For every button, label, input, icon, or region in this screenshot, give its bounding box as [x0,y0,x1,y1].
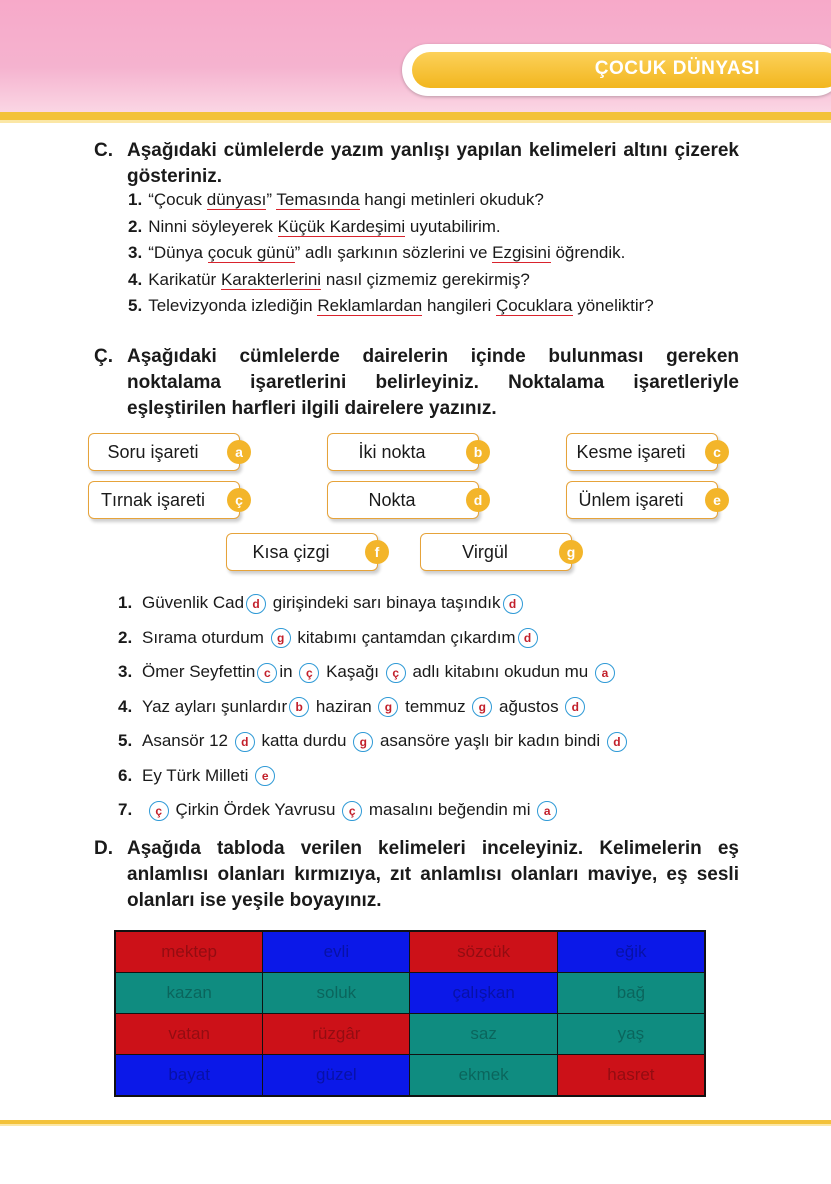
sentence-c-5 [128,294,654,318]
sentence-text: hangi metinleri okuduk? [359,190,544,209]
sentence-text: öğrendik. [550,243,626,262]
word-cell[interactable]: yaş [557,1014,705,1055]
word-cell[interactable]: hasret [557,1055,705,1097]
punctuation-label: Nokta [368,490,416,510]
item-number: 5. [118,731,133,750]
punctuation-label: Virgül [462,542,508,562]
answer-circle[interactable]: d [246,594,266,614]
answer-circle[interactable]: d [235,732,255,752]
punctuation-label: İki nokta [358,442,426,462]
sentence-cc-6 [118,764,277,788]
punctuation-box [566,433,718,471]
punctuation-box [88,481,240,519]
item-number: 1. [128,190,143,209]
sentence-text: Yaz ayları şunlardır [142,696,288,716]
sentence-text: Ömer Seyfettin [142,662,256,681]
word-cell[interactable]: bayat [115,1055,263,1097]
sentence-text: Televizyonda izlediğin [148,296,318,315]
section-cc-letter: Ç. [94,346,113,367]
punctuation-key-badge: e [705,488,729,512]
misspelled-word[interactable]: Temasında [276,190,360,209]
word-cell[interactable]: eğik [557,931,705,973]
item-number: 2. [118,627,133,647]
answer-circle[interactable]: a [537,801,557,821]
misspelled-word[interactable]: çocuk günü [207,243,295,262]
sentence-text [142,800,147,819]
word-cell[interactable]: saz [410,1014,557,1055]
sentence-text: Kaşağı [321,662,384,681]
sentence-text: Ninni söyleyerek [148,216,278,236]
item-number: 4. [118,696,133,716]
sentence-text: Çirkin Ördek Yavrusu [170,800,341,819]
item-number: 7. [118,800,133,819]
answer-circle[interactable]: d [518,628,538,648]
section-c-instruction: Aşağıdaki cümlelerde yazım yanlışı yapılan kelimeleri altını çizerek gösteriniz. [127,140,739,187]
sentence-text: hangileri [422,296,496,315]
punctuation-key-badge: g [559,540,583,564]
misspelled-word[interactable]: Çocuklara [495,296,573,315]
sentence-cc-3 [118,660,617,684]
sentence-text: kitabımı çantamdan çıkardım [292,627,516,647]
punctuation-box [327,433,479,471]
sentence-text: masalını beğendin mi [364,800,536,819]
word-cell[interactable]: çalışkan [410,973,557,1014]
answer-circle[interactable]: d [503,594,523,614]
punctuation-key-badge: c [705,440,729,464]
sentence-c-1 [128,188,544,212]
header-divider-light [0,120,831,123]
sentence-text: in [279,662,298,681]
punctuation-label: Soru işareti [107,442,199,462]
misspelled-word[interactable]: dünyası [206,190,267,209]
word-cell[interactable]: evli [263,931,410,973]
sentence-text: Güvenlik Cad [142,593,245,612]
sentence-c-2 [128,215,501,239]
punctuation-key-badge: b [466,440,490,464]
answer-circle[interactable]: ç [386,663,406,683]
punctuation-label: Kesme işareti [576,442,686,462]
sentence-text: katta durdu [256,731,352,750]
sentence-text: ağustos [494,696,564,716]
sentence-text: nasıl çizmemiz gerekirmiş? [321,269,530,289]
punctuation-key-badge: d [466,488,490,512]
misspelled-word[interactable]: Reklamlardan [317,296,423,315]
item-number: 3. [128,243,143,262]
misspelled-word[interactable]: Küçük Kardeşimi [277,216,406,236]
punctuation-label: Tırnak işareti [100,490,206,510]
punctuation-box [566,481,718,519]
answer-circle[interactable]: c [257,663,277,683]
word-cell[interactable]: vatan [115,1014,263,1055]
answer-circle[interactable]: g [271,628,291,648]
item-number: 3. [118,662,133,681]
punctuation-label: Kısa çizgi [252,542,330,562]
sentence-cc-5 [118,729,629,753]
sentence-text: Sırama oturdum [142,627,269,647]
answer-circle[interactable]: ç [342,801,362,821]
misspelled-word[interactable]: Ezgisini [492,243,551,262]
answer-circle[interactable]: ç [149,801,169,821]
sentence-text: adlı kitabını okudun mu [407,662,593,681]
sentence-text: yöneliktir? [572,296,654,315]
sentence-cc-4 [118,695,587,719]
word-cell[interactable]: güzel [263,1055,410,1097]
sentence-text: temmuz [400,696,471,716]
punctuation-key-badge: a [227,440,251,464]
word-cell[interactable]: rüzgâr [263,1014,410,1055]
answer-circle[interactable]: g [472,697,492,717]
section-cc-instruction: Aşağıdaki cümlelerde dairelerin içinde bulunması gereken noktalama işaretlerini belirleyiniz. Noktalama işaretleriyle eşleştirilen harfleri ilgili dairelere yazınız. [127,346,739,419]
punctuation-box [226,533,378,571]
sentence-c-4 [128,268,530,292]
punctuation-box [420,533,572,571]
sentence-text: ” [266,190,277,209]
word-row [115,1055,705,1097]
sentence-cc-7 [118,798,559,822]
sentence-text: haziran [311,696,377,716]
sentence-text: “Dünya [148,243,208,262]
answer-circle[interactable]: g [353,732,373,752]
punctuation-key-badge: ç [227,488,251,512]
item-number: 4. [128,269,143,289]
answer-circle[interactable]: d [565,697,585,717]
word-cell[interactable]: ekmek [410,1055,557,1097]
word-row [115,1014,705,1055]
sentence-text: uyutabilirim. [405,216,501,236]
answer-circle[interactable]: ç [299,663,319,683]
word-row [115,931,705,973]
answer-circle[interactable]: e [255,766,275,786]
punctuation-key-badge: f [365,540,389,564]
section-d-letter: D. [94,838,113,859]
sentence-text: Karikatür [148,269,221,289]
word-table [114,930,706,1097]
sentence-text: asansöre yaşlı bir kadın bindi [375,731,605,750]
punctuation-box [88,433,240,471]
sentence-text: “Çocuk [148,190,207,209]
answer-circle[interactable]: b [289,697,309,717]
page-title: ÇOCUK DÜNYASI [594,58,760,79]
footer-divider-light [0,1124,831,1126]
punctuation-label: Ünlem işareti [578,490,684,510]
sentence-text: Ey Türk Milleti [142,765,254,785]
misspelled-word[interactable]: Karakterlerini [220,269,322,289]
word-cell[interactable]: sözcük [410,931,557,973]
item-number: 5. [128,296,143,315]
word-cell[interactable]: soluk [263,973,410,1014]
word-cell[interactable]: mektep [115,931,263,973]
sentence-text: girişindeki sarı binaya taşındık [268,593,501,612]
answer-circle[interactable]: d [607,732,627,752]
item-number: 1. [118,593,133,612]
sentence-c-3 [128,241,625,265]
word-cell[interactable]: kazan [115,973,263,1014]
sentence-cc-1 [118,591,525,615]
section-d-instruction: Aşağıda tabloda verilen kelimeleri inceleyiniz. Kelimelerin eş anlamlısı olanları kırmızıya, zıt anlamlısı olanları maviye, eş sesli olanları ise yeşile boyayınız. [127,838,739,911]
sentence-text: ” adlı şarkının sözlerini ve [294,243,493,262]
item-number: 2. [128,216,143,236]
word-cell[interactable]: bağ [557,973,705,1014]
header-divider [0,112,831,120]
answer-circle[interactable]: a [595,663,615,683]
answer-circle[interactable]: g [378,697,398,717]
item-number: 6. [118,765,133,785]
sentence-text: Asansör 12 [142,731,233,750]
punctuation-box [327,481,479,519]
section-c-letter: C. [94,140,113,161]
sentence-cc-2 [118,626,540,650]
word-row [115,973,705,1014]
